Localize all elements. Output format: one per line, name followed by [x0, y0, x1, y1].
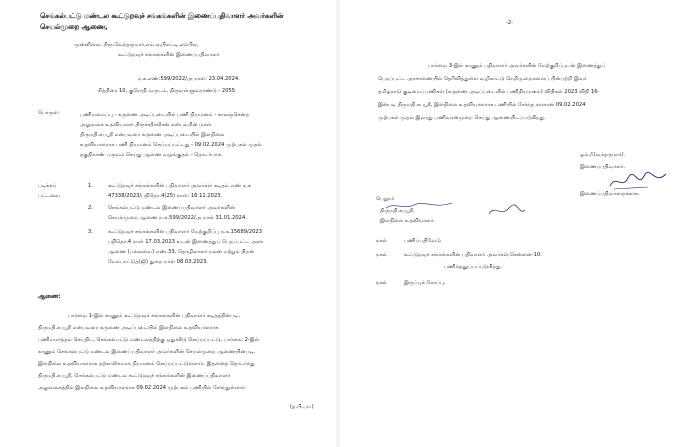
subject-label: பொருள்: — [38, 110, 60, 116]
order-line: அலுவலகத்தில் இளநிலை உதவியாளராக 09.02.2024 முற்பகல் பணியில் சேர்ந்துள்ளார். — [38, 385, 247, 391]
copy-label-3: நகல் — [376, 280, 387, 286]
body-line: முற்பகல் முதல் இவரது பணிவரன்முறை செய்து ஆணையிடப்படுகிறது. — [378, 115, 546, 121]
reference-number: ந.க.எண்:599/2022/அ நாள்: 23.04.2024. — [138, 76, 240, 82]
order-line: பார்வை 1-இல் காணும் கூட்டுறவுச் சங்கங்களின் பதிவாளர் கடிதத்தின்படி, — [68, 313, 241, 319]
order-line: காணும் செங்கல்பட்டு மண்டல இணைப்பதிவாளர் அவர்களின் செயல்முறை ஆணையின்படி, — [38, 349, 256, 355]
subject-line: உதவியாளராக பணி நியமனம் செய்யப்பட்டது - 09.02.2024 முற்பகல் முதல் — [80, 142, 262, 148]
subject-block — [80, 110, 320, 160]
subject-line: திருமதி.சுபஸ்ரீ என்பவரை கருணை அடிப்படையில் இளநிலை — [80, 132, 225, 138]
subject-line: அலுவலக உதவியாளர் திருச்சதீர்வீசன் என்பவரின் மகள் — [80, 122, 212, 128]
signature-designation: இணைப்பதிவாளருக்காக. — [580, 191, 641, 197]
reference-3-line: பநிதொ.4 நாள் 17.03.2023 உடன் இணைத்துப் பெறப்பட்ட அரசு — [108, 239, 263, 245]
reference-number-1: 1. — [88, 183, 93, 189]
body-line: பார்வை 3-இல் காணும் பதிவாளர் அவர்களின் மேற்குறிப்புடன் இணைத்துப் — [428, 63, 606, 69]
tamil-date: சித்திரை 10, குரோதி வருடம், திருவள்ளுவராண்டு - 2055 — [98, 88, 236, 94]
reference-3-line: மேம்பாட்டுத்(ஜி) துறை நாள் 08.03.2023. — [108, 259, 209, 265]
signature-name: ஓம்./வேந்தருமார்/. — [580, 152, 626, 158]
header-line-2: செயல்முறை ஆணை, — [40, 23, 108, 31]
subject-line: பணியமைப்பு - கருணை அடிப்படையில் பணி நியமனம் - காலஞ்சென்ற — [80, 112, 250, 118]
references-label: படிக்கப் — [38, 183, 57, 189]
copy-text-2b: பணிந்தனுப்பப்படுகிறது. — [444, 264, 503, 270]
order-line: திருமதி.சுபஸ்ரீ, செங்கல்பட்டு மண்டல கூட்டுறவுச் சங்கங்களின் இணைப்பதிவாளர் — [38, 373, 231, 379]
presiding-line-2: கூட்டுறவுச் சங்கங்களின் இணைப்பதிவாளர் — [118, 52, 220, 58]
left-page — [0, 0, 336, 447]
to-title: இளநிலை உதவியாளர். — [380, 218, 436, 224]
subject-line: தகுதிகாண் பருவம் செய்து ஆணை வழங்குதல் - தொடர்பாக. — [80, 152, 223, 158]
header-line-1: செங்கல்பட்டு மண்டல கூட்டுறவுச் சங்கங்களின் இணைப்பதிவாளர் அவர்களின் — [40, 12, 284, 20]
reference-number-2: 2. — [88, 205, 93, 211]
signature-scribble-icon — [608, 170, 668, 192]
body-line: தமிழ்நாடு குடிமைப்பணிகள் (கருணை அடிப்படையில் பணிநியமனம்) விதிகள் 2023 விதி 16- — [378, 89, 600, 95]
page-number: -2- — [506, 20, 514, 26]
copy-text-2: கூட்டுறவுச் சங்கங்களின் பதிவாளர் அவர்கள்,சென்னை-10. — [404, 252, 542, 258]
reference-1-line: 47338/2023/பநிதொ.4(25) நாள்: 16.11.2023. — [108, 193, 223, 199]
right-page — [340, 0, 678, 447]
order-body — [38, 310, 328, 394]
order-line: பணியமர்த்தம் செய்திட, செங்கல்பட்டு மண்டலத்திற்கு ஒதுக்கீடு செய்யப்பட்டு, பார்வை 2-இல் — [38, 337, 260, 343]
right-body — [378, 60, 668, 125]
copy-label-2: நகல் — [376, 252, 387, 258]
reference-2-line: செயல்முறை ஆணை ந.க.599/2022/அ நாள் 31.01.2024. — [108, 215, 247, 221]
reference-number-3: 3. — [88, 229, 93, 235]
body-line: இன்படி திருமதி.சுபஸ்ரீ, இளநிலை உதவியாளராக பணியில் சேர்ந்த நாளான 09.02.2024 — [378, 102, 586, 108]
copy-text-3: இருப்புக் கோப்பு. — [404, 280, 446, 286]
reference-2-line: செங்கல்பட்டு மண்டல இணைப்பதிவாளர் அவர்களின் — [108, 205, 235, 211]
to-label: பெறுநர் — [376, 196, 395, 202]
reference-3-line: ஆணை (பல்லவை) எண்.33, தொழிலாளர் நலன் மற்றும் திறன் — [108, 249, 255, 255]
references-label-2: பட்டவை — [38, 193, 60, 199]
order-heading: ஆணை: — [38, 294, 61, 300]
copy-text-1: பணிப்பதிவேடு — [404, 238, 441, 244]
continued-marker: (த.பி.பா.) — [290, 404, 314, 410]
body-line: பெறப்பட்ட அரசாணையில் தெரிவித்துள்ள வழிகாட்டு நெறிமுறைகளைப் பின்பற்றி இவர் — [378, 76, 587, 82]
order-line: இளநிலை உதவியாளராக தற்காலிகமாக நியமனம் செய்யப்பட்டுள்ளார். இதனைத் தொடர்ந்து — [38, 361, 255, 367]
reference-3-line: கூட்டுறவுச் சங்கங்களின் பதிவாளர் மேற்குறிப்பு ந.க.15689/2023 — [108, 229, 263, 235]
reference-1-line: கூட்டுறவுச் சங்கங்களின் பதிவாளர் அவர்கள் கடிதம் எண் ந.க — [108, 183, 252, 189]
presiding-line-1: முன்னிலை: திரு.வேந்தருமார்,எம்.ஏ,பிஎட்டி,எம்பிஏ, — [74, 42, 199, 48]
initial-scribble-icon — [485, 202, 545, 222]
signature-title: இணைப்பதிவாளர். — [580, 164, 626, 170]
order-line: திருமதி.சுபஸ்ரீ என்பவரை கருணை அடிப்படையில் இளநிலை உதவியாளராக — [38, 325, 219, 331]
copy-label-1: நகல் — [376, 238, 387, 244]
to-name: திருமதி.சுபஸ்ரீ, — [380, 208, 415, 214]
